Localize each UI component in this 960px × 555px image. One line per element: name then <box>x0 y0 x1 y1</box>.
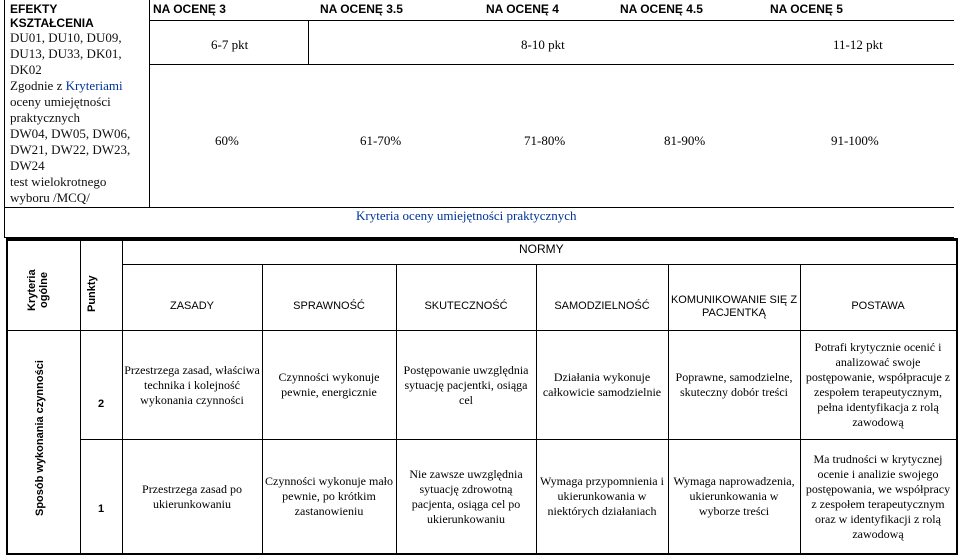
percent-grade-3: 60% <box>215 133 239 148</box>
cell-komunikowanie-2: Poprawne, samodzielne, skuteczny dobór treści <box>675 370 793 399</box>
effects-column <box>6 0 146 207</box>
cell-skutecznosc-2: Postępowanie uwzględnia sytuację pacjentki, osiąga cel <box>403 362 529 407</box>
effects-codes-1: DU01, DU10, DU09, DU13, DU33, DK01, DK02 <box>10 30 122 77</box>
column-zasady: ZASADY <box>169 300 214 312</box>
percent-grade-5: 91-100% <box>831 133 879 148</box>
percent-grade-3-5: 61-70% <box>360 133 402 148</box>
effects-codes-2: DW04, DW05, DW06, DW21, DW22, DW23, DW24 <box>10 126 131 173</box>
effects-title-line1: EFEKTY <box>10 2 58 16</box>
points-grade-5: 11-12 pkt <box>833 37 883 52</box>
cell-komunikowanie-1: Wymaga naprowadzenia, ukierunkowania w wyborze treści <box>673 474 795 518</box>
column-samodzielnosc: SAMODZIELNOŚĆ <box>554 300 650 312</box>
grade-4-5: NA OCENĘ 4.5 <box>620 2 703 16</box>
cell-sprawnosc-2: Czynności wykonuje pewnie, energicznie <box>278 370 380 399</box>
points-header: Punkty <box>86 275 98 313</box>
cell-skutecznosc-1: Nie zawsze uwzględnia sytuację zdrowotną pacjenta, osiąga cel po ukierunkowaniu <box>409 466 523 526</box>
points-grade-3: 6-7 pkt <box>211 37 249 52</box>
criteria-link[interactable]: Kryteriami <box>65 78 123 93</box>
effects-criteria-ref: Zgodnie z Kryteriami oceny umiejętności praktycznych <box>10 78 123 125</box>
column-skutecznosc: SKUTECZNOŚĆ <box>424 300 508 312</box>
norms-header: NORMY <box>519 242 564 256</box>
cell-samodzielnosc-2: Działania wykonuje całkowicie samodzielnie <box>542 370 662 399</box>
cell-samodzielnosc-1: Wymaga przypomnienia i ukierunkowania w niektórych działaniach <box>540 474 664 518</box>
column-komunikowanie: KOMUNIKOWANIE SIĘ Z PACJENTKĄ <box>670 294 798 319</box>
cell-postawa-2: Potrafi krytycznie ocenić i analizować swoje postępowanie, współpracuje z zespołem terapeutycznym, pełna identyfikacja z rolą zawodową <box>805 340 951 429</box>
column-sprawnosc: SPRAWNOŚĆ <box>293 300 365 312</box>
grade-3: NA OCENĘ 3 <box>153 2 226 16</box>
cell-sprawnosc-1: Czynności wykonuje mało pewnie, po krótkim zastanowieniu <box>265 474 393 518</box>
row-points-2: 2 <box>98 398 105 410</box>
percent-grade-4-5: 81-90% <box>664 133 706 148</box>
general-criteria-header: Kryteria ogólne <box>26 269 50 311</box>
column-postawa: POSTAWA <box>851 300 905 312</box>
execution-method-header: Sposób wykonania czynności <box>34 360 46 516</box>
grade-5: NA OCENĘ 5 <box>770 2 843 16</box>
grade-3-5: NA OCENĘ 3.5 <box>320 2 403 16</box>
grading-table <box>4 0 954 238</box>
percent-grade-4: 71-80% <box>524 133 566 148</box>
norms-table <box>6 238 958 555</box>
cell-zasady-2: Przestrzega zasad, właściwa technika i kolejność wykonania czynności <box>124 362 260 407</box>
effects-test: test wielokrotnego wyboru /MCQ/ <box>10 174 107 205</box>
cell-postawa-1: Ma trudności w krytycznej ocenie i analizie swojego postępowania, we współpracy z zespołem terapeutycznym oraz w identyfikacji z rolą zawodową <box>805 451 951 541</box>
cell-zasady-1: Przestrzega zasad po ukierunkowaniu <box>142 481 242 511</box>
practical-skills-criteria-title: Kryteria oceny umiejętności praktycznych <box>356 208 577 223</box>
points-grade-4: 8-10 pkt <box>521 37 565 52</box>
row-points-1: 1 <box>98 503 105 515</box>
grade-4: NA OCENĘ 4 <box>486 2 559 16</box>
effects-title-line2: KSZTAŁCENIA <box>10 16 94 30</box>
